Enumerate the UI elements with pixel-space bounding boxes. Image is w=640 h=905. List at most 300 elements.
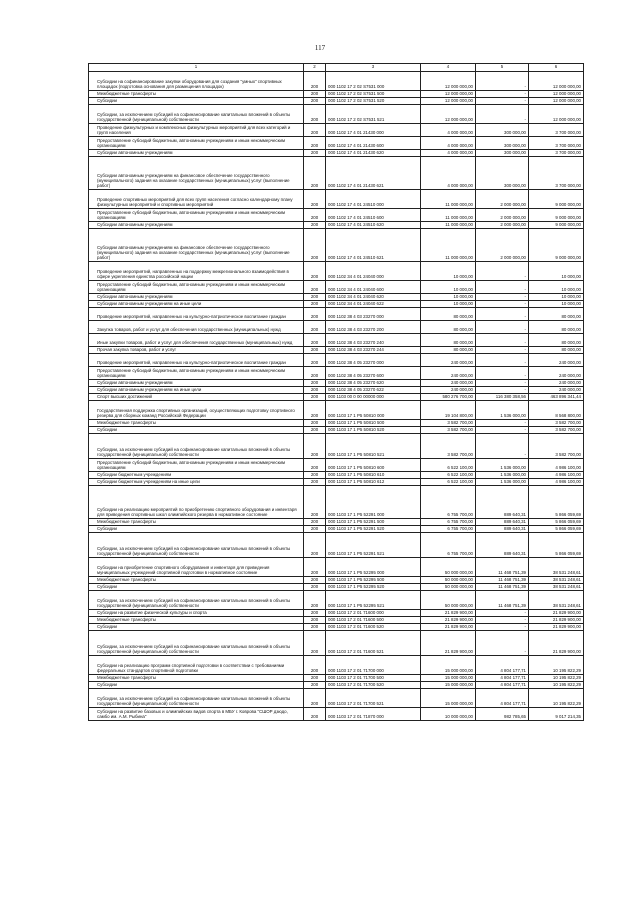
row-remainder-cell: 3 582 700,00 — [529, 420, 584, 427]
row-remainder-cell: 4 986 100,00 — [529, 459, 584, 472]
row-code-cell: 000 1102 17 4 01 21430 620 — [326, 150, 421, 157]
table-row — [89, 610, 584, 617]
row-name-cell — [89, 98, 304, 105]
row-name-cell — [89, 334, 304, 347]
row-remainder-cell: 38 531 248,61 — [529, 591, 584, 610]
row-grbs-cell: 200 — [304, 617, 326, 624]
row-code-cell: 000 1102 17 2 02 S7531 521 — [326, 105, 421, 124]
row-code-cell: 000 1103 17 2 01 71700 521 — [326, 689, 421, 708]
row-name-cell — [89, 124, 304, 137]
row-grbs-cell: 200 — [304, 434, 326, 459]
row-code-cell: 000 1103 17 1 P5 50810 520 — [326, 427, 421, 434]
row-grbs-cell: 200 — [304, 558, 326, 577]
row-name-text: Иные закупки товаров, работ и услуг для обеспечения государственных (муниципальных) нужд — [97, 340, 293, 346]
row-name-cell — [89, 631, 304, 656]
row-remainder-cell: 80 000,00 — [529, 321, 584, 334]
row-name-cell — [89, 584, 304, 591]
row-name-text: Межбюджетные трансферты — [97, 91, 156, 97]
row-name-cell — [89, 209, 304, 222]
row-name-text: Субсидии, за исключением субсидий на софинансирование капитальных вложений в объекты государственной (муниципальной) собственности — [97, 447, 291, 458]
row-executed-cell: 300 000,00 — [476, 124, 529, 137]
row-name-text: Субсидии автономным учреждениям на иные цели — [97, 387, 202, 393]
row-name-text: Субсидии автономным учреждениям на финансовое обеспечение государственного (муниципального) задания на оказание государственных (муниципальных) услуг (выполнение работ) — [97, 245, 290, 261]
row-approved-cell: 240 000,00 — [421, 367, 476, 380]
row-remainder-cell: 10 000,00 — [529, 301, 584, 308]
row-name-text: Межбюджетные трансферты — [97, 519, 156, 525]
row-grbs-cell: 200 — [304, 459, 326, 472]
table-row — [89, 624, 584, 631]
row-grbs-cell: 200 — [304, 387, 326, 394]
row-executed-cell: 982 785,65 — [476, 708, 529, 721]
table-row — [89, 682, 584, 689]
row-name-cell — [89, 689, 304, 708]
row-name-text: Прочая закупка товаров, работ и услуг — [97, 347, 177, 353]
row-remainder-cell: 21 829 900,00 — [529, 610, 584, 617]
row-executed-cell: 889 640,31 — [476, 486, 529, 519]
row-name-text: Проведение мероприятий, направленных на культурно-патриотическое воспитание граждан — [97, 314, 286, 320]
table-row — [89, 294, 584, 301]
row-name-cell — [89, 137, 304, 150]
row-executed-cell: - — [476, 624, 529, 631]
row-remainder-cell: 9 000 000,00 — [529, 190, 584, 209]
row-executed-cell: - — [476, 610, 529, 617]
row-code-cell: 000 1102 17 4 01 21430 621 — [326, 157, 421, 190]
row-remainder-cell: 38 531 248,61 — [529, 584, 584, 591]
row-name-text: Субсидии на развитие физической культуры и спорта — [97, 610, 207, 616]
row-approved-cell: 12 000 000,00 — [421, 105, 476, 124]
row-name-text: Субсидии бюджетным учреждениям на иные цели — [97, 479, 200, 485]
row-approved-cell: 21 829 900,00 — [421, 617, 476, 624]
table-row — [89, 675, 584, 682]
row-code-cell: 000 1103 17 2 01 71700 520 — [326, 682, 421, 689]
row-name-cell — [89, 591, 304, 610]
row-name-text: Субсидии автономным учреждениям — [97, 380, 173, 386]
table-row — [89, 427, 584, 434]
row-executed-cell: 889 640,31 — [476, 533, 529, 558]
row-executed-cell: 889 640,31 — [476, 519, 529, 526]
row-executed-cell: - — [476, 427, 529, 434]
table-row — [89, 301, 584, 308]
column-header: 3 — [326, 64, 421, 72]
row-approved-cell: 10 000,00 — [421, 294, 476, 301]
row-grbs-cell: 200 — [304, 150, 326, 157]
row-executed-cell: - — [476, 380, 529, 387]
row-name-cell — [89, 347, 304, 354]
row-name-text: Субсидии, за исключением субсидий на софинансирование капитальных вложений в объекты государственной (муниципальной) собственности — [97, 644, 291, 655]
table-row — [89, 584, 584, 591]
row-remainder-cell: 463 896 341,44 — [529, 394, 584, 401]
row-code-cell: 000 1102 38 4 03 23270 200 — [326, 321, 421, 334]
row-name-text: Государственная поддержка спортивных организаций, осуществляющих подготовку спортивного резерва для сборных команд Российской Федерации — [97, 408, 295, 419]
row-executed-cell: 1 536 000,00 — [476, 479, 529, 486]
row-approved-cell: 6 755 700,00 — [421, 519, 476, 526]
row-grbs-cell: 200 — [304, 281, 326, 294]
row-executed-cell: 1 536 000,00 — [476, 401, 529, 420]
row-name-cell — [89, 262, 304, 281]
row-remainder-cell: 10 000,00 — [529, 262, 584, 281]
row-remainder-cell: 9 017 214,35 — [529, 708, 584, 721]
row-name-cell — [89, 91, 304, 98]
row-name-text: Предоставление субсидий бюджетным, автономным учреждениям и иным некоммерческим организациям — [97, 210, 286, 221]
row-grbs-cell: 200 — [304, 209, 326, 222]
row-approved-cell: 6 522 100,00 — [421, 472, 476, 479]
row-executed-cell: - — [476, 367, 529, 380]
row-grbs-cell: 200 — [304, 708, 326, 721]
row-grbs-cell: 200 — [304, 72, 326, 91]
row-code-cell: 000 1103 17 2 01 71870 000 — [326, 708, 421, 721]
row-remainder-cell: 10 195 822,29 — [529, 689, 584, 708]
row-name-text: Субсидии автономным учреждениям — [97, 294, 173, 300]
row-executed-cell: - — [476, 321, 529, 334]
row-name-text: Межбюджетные трансферты — [97, 675, 156, 681]
row-executed-cell: 11 468 751,39 — [476, 577, 529, 584]
row-name-text: Спорт высших достижений — [97, 394, 153, 400]
row-remainder-cell: 80 000,00 — [529, 347, 584, 354]
row-name-cell — [89, 610, 304, 617]
row-approved-cell: 80 000,00 — [421, 347, 476, 354]
row-executed-cell: 300 000,00 — [476, 150, 529, 157]
column-header: 4 — [421, 64, 476, 72]
row-approved-cell: 21 829 900,00 — [421, 610, 476, 617]
row-grbs-cell: 200 — [304, 98, 326, 105]
row-code-cell: 000 1102 34 4 01 24040 000 — [326, 262, 421, 281]
row-code-cell: 000 1103 17 1 P5 50810 000 — [326, 401, 421, 420]
row-name-cell — [89, 427, 304, 434]
row-remainder-cell: 3 582 700,00 — [529, 427, 584, 434]
table-row — [89, 124, 584, 137]
row-code-cell: 000 1102 34 4 01 24040 622 — [326, 301, 421, 308]
row-name-text: Субсидии автономным учреждениям на финансовое обеспечение государственного (муниципального) задания на оказание государственных (муниципальных) услуг (выполнение работ) — [97, 173, 290, 189]
row-remainder-cell: 240 000,00 — [529, 380, 584, 387]
row-approved-cell: 10 000,00 — [421, 262, 476, 281]
row-executed-cell: 4 804 177,71 — [476, 656, 529, 675]
row-executed-cell: - — [476, 262, 529, 281]
row-approved-cell: 21 829 900,00 — [421, 624, 476, 631]
page-number: 117 — [314, 44, 326, 52]
row-approved-cell: 580 276 700,00 — [421, 394, 476, 401]
row-name-text: Субсидии — [97, 427, 117, 433]
row-executed-cell: 11 468 751,39 — [476, 558, 529, 577]
row-grbs-cell: 200 — [304, 301, 326, 308]
row-code-cell: 000 1103 17 2 01 71600 500 — [326, 617, 421, 624]
row-remainder-cell: 4 986 100,00 — [529, 472, 584, 479]
row-executed-cell: - — [476, 301, 529, 308]
row-name-text: Проведение физкультурных и комплексных физкультурных мероприятий для всех категорий и групп населения — [97, 125, 291, 136]
table-row — [89, 519, 584, 526]
row-name-text: Субсидии, за исключением субсидий на софинансирование капитальных вложений в объекты государственной (муниципальной) собственности — [97, 546, 291, 557]
row-name-text: Субсидии — [97, 526, 117, 532]
row-remainder-cell: 21 829 900,00 — [529, 617, 584, 624]
row-grbs-cell: 200 — [304, 656, 326, 675]
row-remainder-cell: 240 000,00 — [529, 387, 584, 394]
row-name-text: Предоставление субсидий бюджетным, автономным учреждениям и иным некоммерческим организациям — [97, 368, 286, 379]
row-remainder-cell: 21 829 900,00 — [529, 624, 584, 631]
row-grbs-cell: 200 — [304, 675, 326, 682]
row-executed-cell: 889 640,31 — [476, 526, 529, 533]
row-executed-cell: - — [476, 105, 529, 124]
row-remainder-cell: 21 829 900,00 — [529, 631, 584, 656]
table-row — [89, 354, 584, 367]
row-name-text: Межбюджетные трансферты — [97, 617, 156, 623]
row-remainder-cell: 5 866 059,69 — [529, 533, 584, 558]
row-remainder-cell: 4 986 100,00 — [529, 479, 584, 486]
column-header: 2 — [304, 64, 326, 72]
row-executed-cell: - — [476, 631, 529, 656]
row-grbs-cell: 200 — [304, 347, 326, 354]
row-name-text: Субсидии на реализацию программ спортивной подготовки в соответствии с требованиями федеральных стандартов спортивной подготовки — [97, 663, 285, 674]
table-row — [89, 209, 584, 222]
row-approved-cell: 80 000,00 — [421, 321, 476, 334]
row-remainder-cell: 9 000 000,00 — [529, 222, 584, 229]
table-row — [89, 420, 584, 427]
row-remainder-cell: 5 866 059,69 — [529, 519, 584, 526]
row-grbs-cell: 200 — [304, 479, 326, 486]
row-executed-cell: - — [476, 294, 529, 301]
row-name-cell — [89, 72, 304, 91]
table-row — [89, 591, 584, 610]
row-name-cell — [89, 617, 304, 624]
row-approved-cell: 10 000,00 — [421, 281, 476, 294]
row-executed-cell: - — [476, 91, 529, 98]
row-grbs-cell: 200 — [304, 610, 326, 617]
row-name-text: Предоставление субсидий бюджетным, автономным учреждениям и иным некоммерческим организациям — [97, 138, 286, 149]
row-code-cell: 000 1103 17 2 01 71600 520 — [326, 624, 421, 631]
row-grbs-cell: 200 — [304, 394, 326, 401]
row-executed-cell: 4 804 177,71 — [476, 675, 529, 682]
row-approved-cell: 6 755 700,00 — [421, 486, 476, 519]
row-name-text: Субсидии — [97, 682, 117, 688]
row-approved-cell: 50 000 000,00 — [421, 577, 476, 584]
row-name-text: Субсидии автономным учреждениям — [97, 222, 173, 228]
row-code-cell: 000 1103 17 2 01 71600 000 — [326, 610, 421, 617]
row-name-cell — [89, 321, 304, 334]
row-name-cell — [89, 308, 304, 321]
row-approved-cell: 12 000 000,00 — [421, 91, 476, 98]
row-code-cell: 000 1102 17 4 01 21430 000 — [326, 124, 421, 137]
row-approved-cell: 50 000 000,00 — [421, 584, 476, 591]
row-code-cell: 000 1102 38 4 03 23270 000 — [326, 308, 421, 321]
row-grbs-cell: 200 — [304, 631, 326, 656]
row-name-cell — [89, 380, 304, 387]
row-remainder-cell: 80 000,00 — [529, 308, 584, 321]
row-name-cell — [89, 301, 304, 308]
row-name-cell — [89, 486, 304, 519]
row-approved-cell: 4 000 000,00 — [421, 150, 476, 157]
row-grbs-cell: 200 — [304, 91, 326, 98]
table-row — [89, 394, 584, 401]
row-grbs-cell: 200 — [304, 105, 326, 124]
row-code-cell: 000 1103 17 1 P5 52295 521 — [326, 591, 421, 610]
row-code-cell: 000 1102 38 4 05 23270 000 — [326, 354, 421, 367]
row-grbs-cell: 200 — [304, 157, 326, 190]
row-name-text: Проведение спортивных мероприятий для всех групп населения согласно календарному плану физкультурных мероприятий и спортивных мероприятий — [97, 197, 293, 208]
row-name-cell — [89, 222, 304, 229]
row-name-cell — [89, 459, 304, 472]
row-name-text: Субсидии автономным учреждениям на иные цели — [97, 301, 202, 307]
budget-execution-table — [88, 63, 584, 721]
row-remainder-cell: 3 582 700,00 — [529, 434, 584, 459]
row-name-cell — [89, 558, 304, 577]
row-approved-cell: 240 000,00 — [421, 387, 476, 394]
row-name-cell — [89, 526, 304, 533]
row-code-cell: 000 1103 17 2 01 71600 521 — [326, 631, 421, 656]
row-name-text: Закупка товаров, работ и услуг для обеспечения государственных (муниципальных) нужд — [97, 327, 281, 333]
row-name-cell — [89, 150, 304, 157]
row-code-cell: 000 1103 17 2 01 71700 000 — [326, 656, 421, 675]
row-grbs-cell: 200 — [304, 682, 326, 689]
row-remainder-cell: 8 568 800,00 — [529, 401, 584, 420]
row-code-cell: 000 1103 17 1 P5 50810 612 — [326, 479, 421, 486]
row-name-text: Проведение мероприятий, направленных на поддержку межрегионального взаимодействия в сфере укрепления единства российской нации — [97, 269, 289, 280]
row-executed-cell: 2 000 000,00 — [476, 209, 529, 222]
row-name-text: Предоставление субсидий бюджетным, автономным учреждениям и иным некоммерческим организациям — [97, 282, 286, 293]
row-executed-cell: - — [476, 420, 529, 427]
row-executed-cell: 11 468 751,39 — [476, 591, 529, 610]
row-executed-cell: 4 804 177,71 — [476, 689, 529, 708]
row-executed-cell: 116 380 358,56 — [476, 394, 529, 401]
row-grbs-cell: 200 — [304, 420, 326, 427]
table-row — [89, 708, 584, 721]
row-approved-cell: 21 829 900,00 — [421, 631, 476, 656]
row-name-text: Межбюджетные трансферты — [97, 577, 156, 583]
row-name-cell — [89, 281, 304, 294]
row-approved-cell: 6 755 700,00 — [421, 533, 476, 558]
row-name-cell — [89, 656, 304, 675]
table-row — [89, 222, 584, 229]
row-code-cell: 000 1102 38 4 03 23270 240 — [326, 334, 421, 347]
row-code-cell: 000 1102 17 4 01 24510 000 — [326, 190, 421, 209]
row-code-cell: 000 1102 17 2 02 S7531 520 — [326, 98, 421, 105]
row-code-cell: 000 1103 17 1 P5 50810 600 — [326, 459, 421, 472]
table-row — [89, 262, 584, 281]
row-remainder-cell: 10 195 822,29 — [529, 675, 584, 682]
row-code-cell: 000 1103 17 2 01 71700 500 — [326, 675, 421, 682]
row-grbs-cell: 200 — [304, 472, 326, 479]
table-row — [89, 98, 584, 105]
row-code-cell: 000 1102 34 4 01 24040 600 — [326, 281, 421, 294]
row-grbs-cell: 200 — [304, 229, 326, 262]
row-code-cell: 000 1103 17 1 P5 52295 000 — [326, 558, 421, 577]
row-approved-cell: 240 000,00 — [421, 354, 476, 367]
row-grbs-cell: 200 — [304, 308, 326, 321]
row-executed-cell: 2 000 000,00 — [476, 222, 529, 229]
row-grbs-cell: 200 — [304, 486, 326, 519]
table-row — [89, 459, 584, 472]
row-remainder-cell: 10 000,00 — [529, 294, 584, 301]
row-name-cell — [89, 354, 304, 367]
table-row — [89, 308, 584, 321]
row-executed-cell: - — [476, 281, 529, 294]
row-approved-cell: 4 000 000,00 — [421, 157, 476, 190]
row-grbs-cell: 200 — [304, 294, 326, 301]
row-name-cell — [89, 367, 304, 380]
row-remainder-cell: 9 000 000,00 — [529, 229, 584, 262]
row-name-cell — [89, 533, 304, 558]
row-approved-cell: 15 000 000,00 — [421, 682, 476, 689]
row-remainder-cell: 38 531 248,61 — [529, 577, 584, 584]
row-grbs-cell: 200 — [304, 526, 326, 533]
row-approved-cell: 12 000 000,00 — [421, 72, 476, 91]
table-row — [89, 486, 584, 519]
table-row — [89, 380, 584, 387]
row-code-cell: 000 1103 17 1 P5 50810 610 — [326, 472, 421, 479]
row-remainder-cell: 38 531 248,61 — [529, 558, 584, 577]
row-grbs-cell: 200 — [304, 584, 326, 591]
row-grbs-cell: 200 — [304, 124, 326, 137]
row-executed-cell: 1 536 000,00 — [476, 472, 529, 479]
row-name-cell — [89, 190, 304, 209]
row-code-cell: 000 1102 17 2 02 S7531 500 — [326, 91, 421, 98]
row-grbs-cell: 200 — [304, 689, 326, 708]
row-executed-cell: - — [476, 434, 529, 459]
row-approved-cell: 11 000 000,00 — [421, 222, 476, 229]
row-name-cell — [89, 394, 304, 401]
row-approved-cell: 15 000 000,00 — [421, 675, 476, 682]
row-code-cell: 000 1102 38 4 05 23270 600 — [326, 367, 421, 380]
row-name-text: Субсидии на развитие базовых и олимпийских видов спорта в МБУ г. Коврова "СШОР дзюдо, самбо им. А.М. Рыбина" — [97, 709, 288, 720]
table-row — [89, 321, 584, 334]
row-code-cell: 000 1102 17 4 01 24510 621 — [326, 229, 421, 262]
row-remainder-cell: 10 195 822,29 — [529, 682, 584, 689]
row-executed-cell: - — [476, 617, 529, 624]
row-code-cell: 000 1103 17 1 P5 52291 521 — [326, 533, 421, 558]
row-approved-cell: 10 000,00 — [421, 301, 476, 308]
table-row — [89, 631, 584, 656]
row-remainder-cell: 240 000,00 — [529, 354, 584, 367]
row-grbs-cell: 200 — [304, 334, 326, 347]
row-code-cell: 000 1102 17 2 02 S7531 000 — [326, 72, 421, 91]
row-approved-cell: 4 000 000,00 — [421, 124, 476, 137]
row-code-cell: 000 1102 17 4 01 21430 600 — [326, 137, 421, 150]
table-row — [89, 190, 584, 209]
table-row — [89, 347, 584, 354]
row-grbs-cell: 200 — [304, 222, 326, 229]
row-code-cell: 000 1103 00 0 00 00000 000 — [326, 394, 421, 401]
row-name-cell — [89, 434, 304, 459]
row-executed-cell: 1 536 000,00 — [476, 459, 529, 472]
row-name-text: Субсидии на приобретение спортивного оборудования и инвентаря для приведения муниципальных учреждений спортивной подготовки в нормативное состояние — [97, 565, 270, 576]
table-row — [89, 401, 584, 420]
row-name-text: Субсидии бюджетным учреждениям — [97, 472, 172, 478]
row-executed-cell: - — [476, 98, 529, 105]
row-grbs-cell: 200 — [304, 262, 326, 281]
row-code-cell: 000 1103 17 1 P5 52291 500 — [326, 519, 421, 526]
table-row — [89, 105, 584, 124]
table-row — [89, 367, 584, 380]
row-remainder-cell: 10 000,00 — [529, 281, 584, 294]
row-remainder-cell: 3 700 000,00 — [529, 150, 584, 157]
row-name-cell — [89, 294, 304, 301]
column-header: 6 — [529, 64, 584, 72]
row-name-text: Субсидии — [97, 624, 117, 630]
row-approved-cell: 4 000 000,00 — [421, 137, 476, 150]
row-remainder-cell: 12 000 000,00 — [529, 105, 584, 124]
row-name-text: Субсидии, за исключением субсидий на софинансирование капитальных вложений в объекты государственной (муниципальной) собственности — [97, 598, 291, 609]
row-name-cell — [89, 577, 304, 584]
row-remainder-cell: 3 700 000,00 — [529, 157, 584, 190]
row-code-cell: 000 1102 17 4 01 24510 620 — [326, 222, 421, 229]
row-approved-cell: 11 000 000,00 — [421, 209, 476, 222]
row-remainder-cell: 5 866 059,69 — [529, 526, 584, 533]
row-approved-cell: 3 582 700,00 — [421, 420, 476, 427]
row-grbs-cell: 200 — [304, 533, 326, 558]
row-name-cell — [89, 708, 304, 721]
row-name-cell — [89, 387, 304, 394]
row-name-cell — [89, 105, 304, 124]
row-executed-cell: 2 000 000,00 — [476, 229, 529, 262]
table-row — [89, 656, 584, 675]
row-grbs-cell: 200 — [304, 137, 326, 150]
